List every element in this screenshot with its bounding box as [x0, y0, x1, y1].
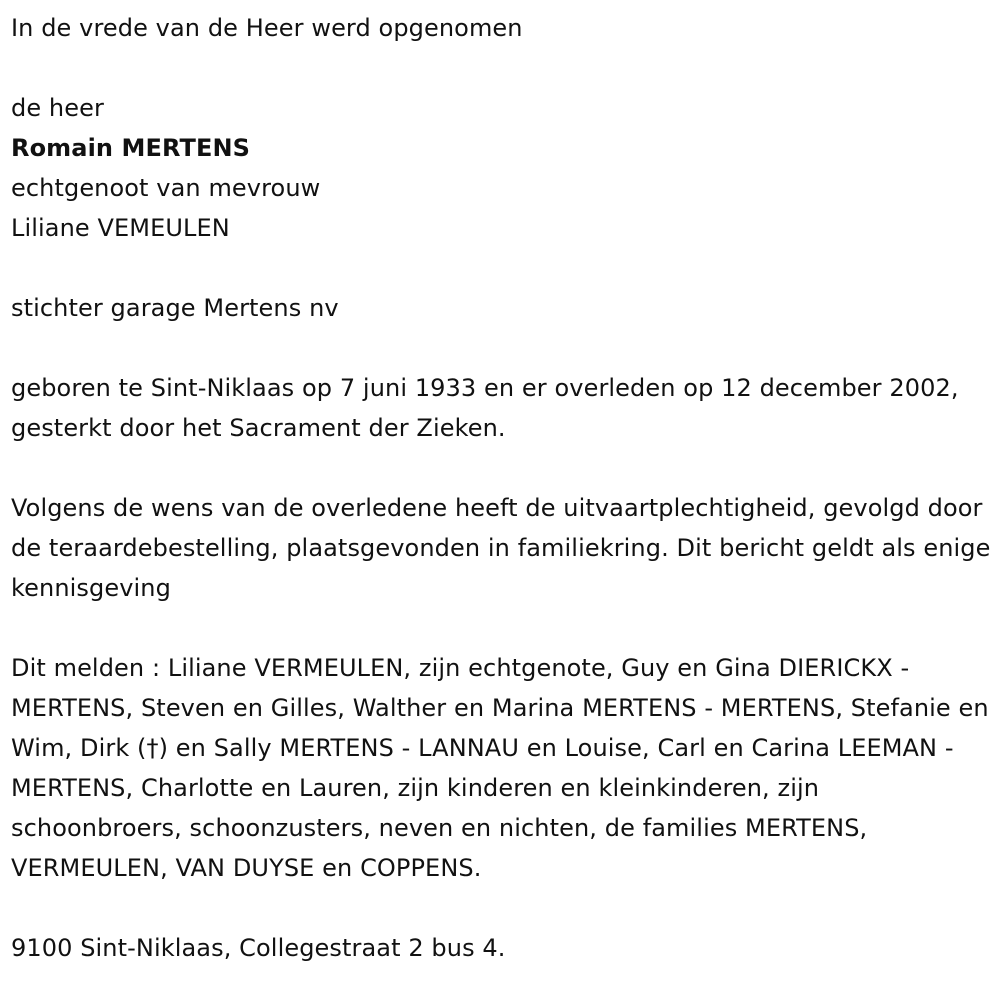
spacer — [11, 448, 991, 488]
intro-text: In de vrede van de Heer werd opgenomen — [11, 14, 523, 42]
occupation-text: stichter garage Mertens nv — [11, 294, 339, 322]
death-notice — [11, 8, 991, 968]
spacer — [11, 888, 991, 928]
spacer — [11, 48, 991, 88]
spouse-label: echtgenoot van mevrouw — [11, 174, 321, 202]
salutation-text: de heer — [11, 94, 104, 122]
funeral-paragraph: Volgens de wens van de overledene heeft de uitvaartplechtigheid, gevolgd door de teraardebestelling, plaatsgevonden in familiekring. Dit bericht geldt als enige kennisgeving — [11, 494, 991, 602]
spacer — [11, 328, 991, 368]
birth-death-paragraph: geboren te Sint-Niklaas op 7 juni 1933 en er overleden op 12 december 2002, gesterkt door het Sacrament der Zieken. — [11, 374, 959, 442]
address-text: 9100 Sint-Niklaas, Collegestraat 2 bus 4. — [11, 934, 506, 962]
deceased-name: Romain MERTENS — [11, 134, 251, 162]
family-paragraph: Dit melden : Liliane VERMEULEN, zijn echtgenote, Guy en Gina DIERICKX - MERTENS, Steven en Gilles, Walther en Marina MERTENS - MERTENS, Stefanie en Wim, Dirk (†) en Sally MERTENS - LANNAU en Louise, Carl en Carina LEEMAN - MERTENS, Charlotte en Lauren, zijn kinderen en kleinkinderen, zijn schoonbroers, schoonzusters, neven en nichten, de families MERTENS, VERMEULEN, VAN DUYSE en COPPENS. — [11, 654, 989, 882]
spacer — [11, 248, 991, 288]
spacer — [11, 608, 991, 648]
spouse-name: Liliane VEMEULEN — [11, 214, 230, 242]
